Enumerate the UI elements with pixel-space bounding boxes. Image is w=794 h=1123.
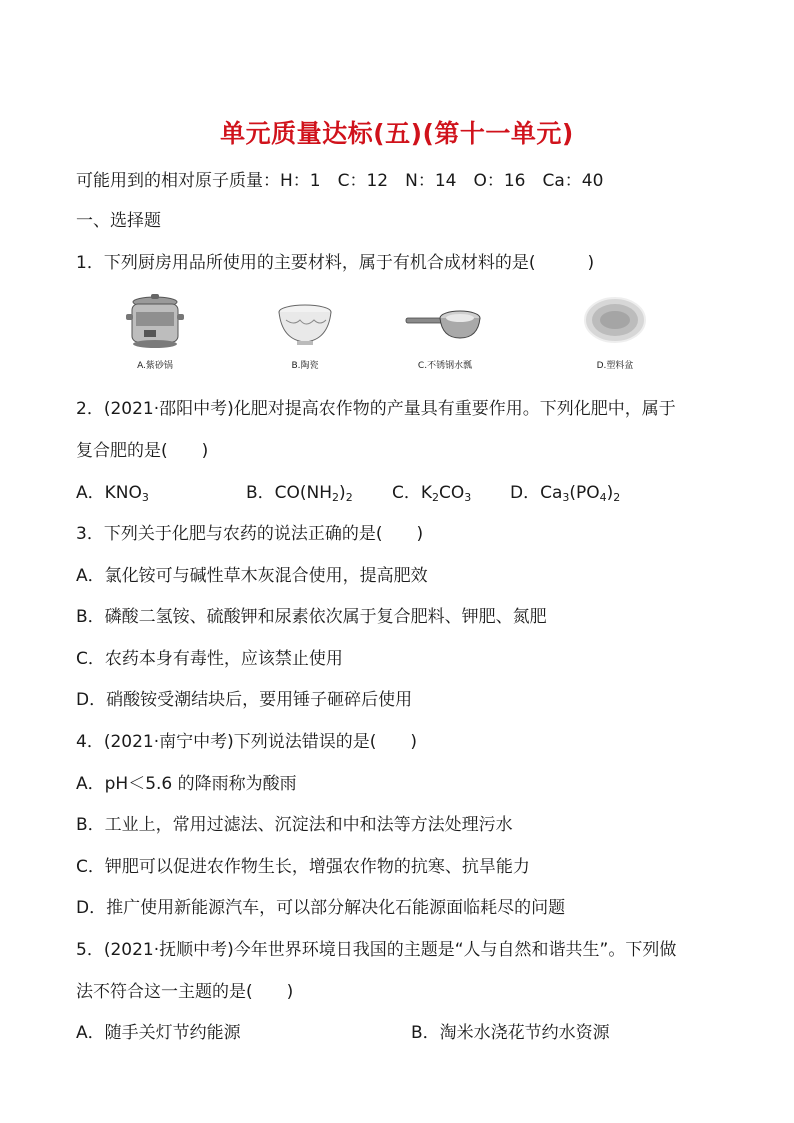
option-a-image — [100, 292, 210, 371]
option-d-image — [560, 292, 670, 371]
question-4-option-b: B．工业上，常用过滤法、沉淀法和中和法等方法处理污水 — [76, 815, 513, 835]
question-5-option-b: B．淘米水浇花节约水资源 — [411, 1023, 610, 1043]
question-2-stem-line-1: 2．(2021·邵阳中考)化肥对提高农作物的产量具有重要作用。下列化肥中，属于 — [76, 399, 676, 419]
question-2-options — [76, 482, 620, 509]
option-c-caption: C.不锈钢水瓢 — [417, 361, 473, 371]
question-4-option-d: D．推广使用新能源汽车，可以部分解决化石能源面临耗尽的问题 — [76, 898, 566, 918]
question-1-text: 1．下列厨房用品所使用的主要材料，属于有机合成材料的是( — [76, 253, 536, 273]
page-title: 单元质量达标(五)(第十一单元) — [220, 119, 574, 148]
option-b-image — [250, 292, 360, 371]
question-1-stem — [76, 252, 594, 274]
question-3-option-d: D．硝酸铵受潮结块后，要用锤子砸碎后使用 — [76, 690, 413, 710]
option-a: A．$KNO_3$ — [76, 483, 149, 504]
question-3-option-a: A．氯化铵可与碱性草木灰混合使用，提高肥效 — [76, 566, 428, 586]
option-b-caption: B.陶瓷 — [291, 361, 319, 371]
question-5-options — [76, 1022, 610, 1044]
section-heading: 一、选择题 — [76, 211, 161, 231]
option-c: C．$K_2CO_3$ — [392, 483, 472, 504]
option-d-caption: D.塑料盆 — [596, 361, 634, 371]
option-b: B．$CO(NH_2)_2$ — [246, 483, 353, 504]
plastic-basin-icon — [580, 292, 650, 354]
question-1-images — [100, 292, 720, 377]
question-4-stem: 4．(2021·南宁中考)下列说法错误的是( ) — [76, 732, 418, 752]
ceramic-bowl-icon — [270, 292, 340, 354]
question-3-option-b: B．磷酸二氢铵、硫酸钾和尿素依次属于复合肥料、钾肥、氮肥 — [76, 607, 547, 627]
question-2-stem-line-2: 复合肥的是( ) — [76, 441, 209, 461]
option-d: D．$Ca_3(PO_4)_2$ — [510, 483, 621, 504]
question-5-stem-line-2: 法不符合这一主题的是( ) — [76, 982, 294, 1002]
clay-pot-icon — [120, 292, 190, 354]
question-5-option-a: A．随手关灯节约能源 — [76, 1023, 241, 1043]
question-5-stem-line-1: 5．(2021·抚顺中考)今年世界环境日我国的主题是“人与自然和谐共生”。下列做 — [76, 940, 677, 960]
question-3-option-c: C．农药本身有毒性，应该禁止使用 — [76, 649, 343, 669]
option-c-image — [390, 292, 500, 371]
option-a-caption: A.紫砂锅 — [137, 361, 173, 371]
steel-ladle-icon — [400, 292, 490, 354]
atomic-masses: 可能用到的相对原子质量：H：1 C：12 N：14 O：16 Ca：40 — [76, 171, 604, 191]
question-4-option-c: C．钾肥可以促进农作物生长，增强农作物的抗寒、抗旱能力 — [76, 857, 530, 877]
question-4-option-a: A．pH＜5.6 的降雨称为酸雨 — [76, 774, 297, 794]
question-1-close: ) — [587, 253, 595, 273]
question-3-stem: 3．下列关于化肥与农药的说法正确的是( ) — [76, 524, 424, 544]
